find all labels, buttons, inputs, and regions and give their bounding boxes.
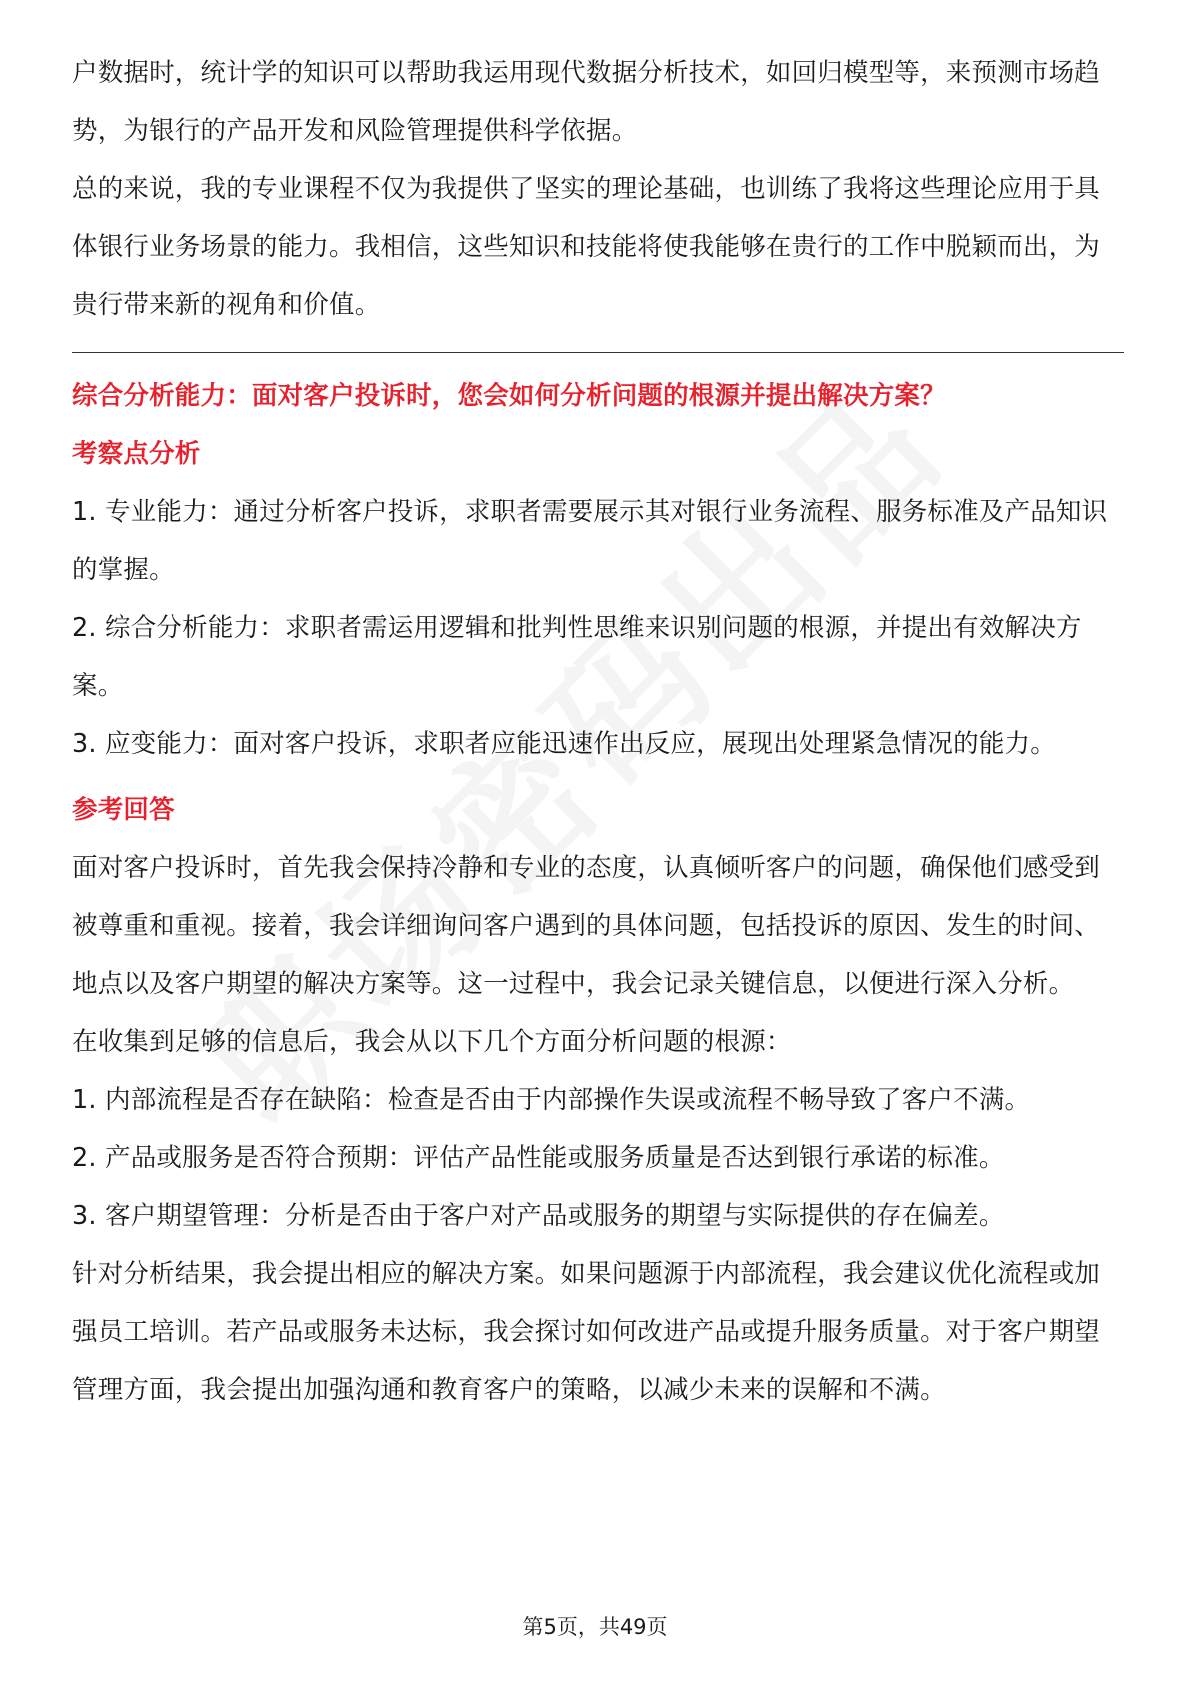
- answer-list-item: 3. 客户期望管理：分析是否由于客户对产品或服务的期望与实际提供的存在偏差。: [72, 1201, 1005, 1231]
- question-title: 综合分析能力：面对客户投诉时，您会如何分析问题的根源并提出解决方案？: [72, 381, 946, 411]
- answer-paragraph: 针对分析结果，我会提出相应的解决方案。如果问题源于内部流程，我会建议优化流程或加强员工培训。若产品或服务未达标，我会探讨如何改进产品或提升服务质量。对于客户期望管理方面，我会提出加强沟通和教育客户的策略，以减少未来的误解和不满。: [72, 1259, 1101, 1405]
- page-number: 第5页，共49页: [522, 1615, 668, 1639]
- analysis-heading: 考察点分析: [72, 439, 201, 469]
- answer-heading: 参考回答: [72, 795, 175, 825]
- analysis-item: 3. 应变能力：面对客户投诉，求职者应能迅速作出反应，展现出处理紧急情况的能力。: [72, 729, 1056, 759]
- section-divider: [72, 352, 1124, 353]
- analysis-item: 2. 综合分析能力：求职者需运用逻辑和批判性思维来识别问题的根源，并提出有效解决方案。: [72, 613, 1082, 701]
- document-page: [72, 44, 1124, 1419]
- answer-paragraph: 面对客户投诉时，首先我会保持冷静和专业的态度，认真倾听客户的问题，确保他们感受到被尊重和重视。接着，我会详细询问客户遇到的具体问题，包括投诉的原因、发生的时间、地点以及客户期望的解决方案等。这一过程中，我会记录关键信息，以便进行深入分析。: [72, 853, 1101, 999]
- intro-paragraph: 户数据时，统计学的知识可以帮助我运用现代数据分析技术，如回归模型等，来预测市场趋势，为银行的产品开发和风险管理提供科学依据。: [72, 58, 1101, 146]
- answer-paragraph: 在收集到足够的信息后，我会从以下几个方面分析问题的根源：: [72, 1027, 792, 1057]
- intro-paragraph: 总的来说，我的专业课程不仅为我提供了坚实的理论基础，也训练了我将这些理论应用于具体银行业务场景的能力。我相信，这些知识和技能将使我能够在贵行的工作中脱颖而出，为贵行带来新的视角和价值。: [72, 174, 1101, 320]
- answer-list-item: 1. 内部流程是否存在缺陷：检查是否由于内部操作失误或流程不畅导致了客户不满。: [72, 1085, 1031, 1115]
- analysis-item: 1. 专业能力：通过分析客户投诉，求职者需要展示其对银行业务流程、服务标准及产品知识的掌握。: [72, 497, 1108, 585]
- answer-list-item: 2. 产品或服务是否符合预期：评估产品性能或服务质量是否达到银行承诺的标准。: [72, 1143, 1005, 1173]
